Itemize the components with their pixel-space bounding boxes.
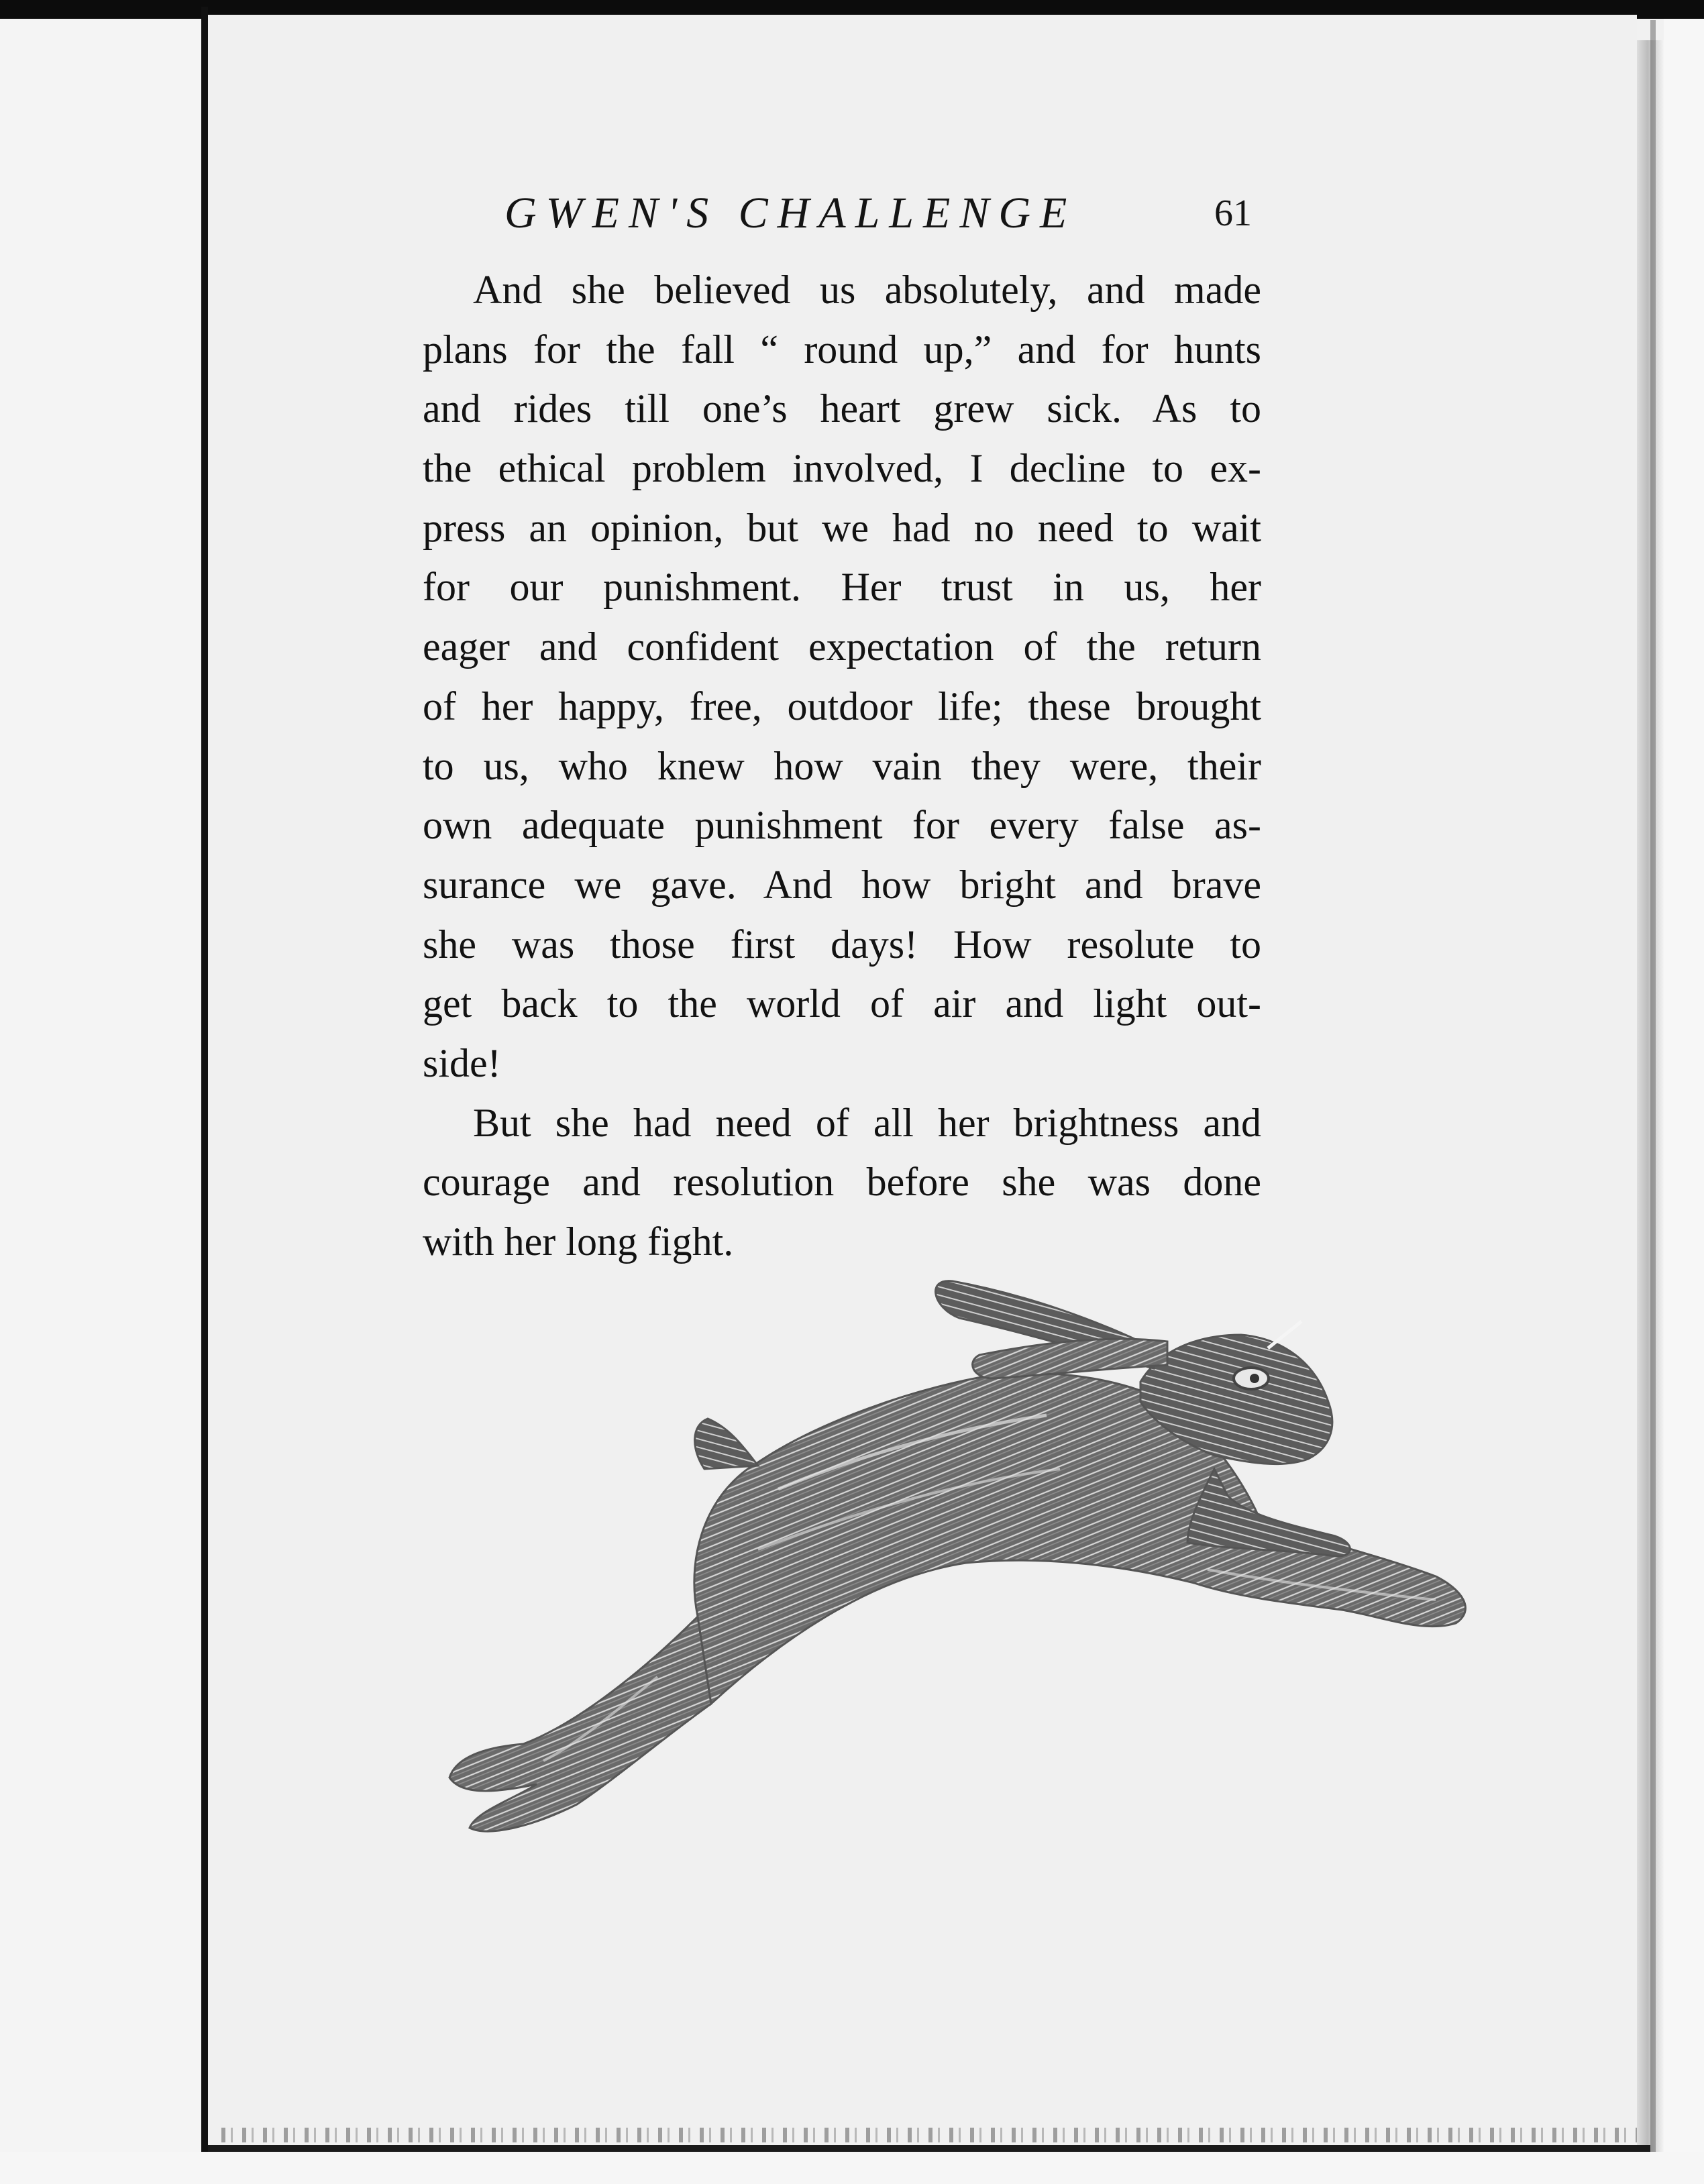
- hare-tail: [695, 1419, 758, 1469]
- text-line: she was those first days! How resolute to: [423, 922, 1261, 967]
- text-line: surance we gave. And how bright and brave: [423, 862, 1261, 907]
- text-line: the ethical problem involved, I decline to ex-: [423, 446, 1261, 491]
- hare-front-leg: [1187, 1469, 1350, 1556]
- bottom-strip: [0, 2152, 1704, 2184]
- text-line: side!: [423, 1040, 501, 1085]
- text-line: courage and resolution before she was done: [423, 1160, 1261, 1205]
- text-line: press an opinion, but we had no need to wait: [423, 505, 1261, 550]
- text-line: get back to the world of air and light out-: [423, 981, 1261, 1026]
- hare-ear-front: [973, 1339, 1167, 1378]
- text-line: And she believed us absolutely, and made: [473, 268, 1261, 312]
- hare-hind-leg: [449, 1617, 711, 1831]
- bottom-speckle: [221, 2128, 1637, 2142]
- left-page-edge: [0, 19, 201, 2184]
- bottom-border: [208, 2145, 1650, 2152]
- running-head: GWEN'S CHALLENGE: [504, 188, 1077, 237]
- text-line: with her long fight.: [423, 1219, 734, 1264]
- right-margin: [1664, 19, 1704, 2184]
- page-number: 61: [1214, 193, 1252, 234]
- paragraph-2: [423, 1093, 1261, 1272]
- text-line: But she had need of all her brightness and: [473, 1100, 1261, 1145]
- body-text: [423, 260, 1261, 1272]
- text-line: to us, who knew how vain they were, their: [423, 743, 1261, 788]
- text-line: and rides till one’s heart grew sick. As to: [423, 386, 1261, 431]
- spine-line: [201, 7, 208, 2184]
- page-edge-line: [1650, 20, 1656, 2153]
- text-line: of her happy, free, outdoor life; these brought: [423, 684, 1261, 728]
- text-line: for our punishment. Her trust in us, her: [423, 565, 1261, 610]
- paragraph-1: [423, 260, 1261, 1093]
- hare-illustration: [443, 1268, 1489, 1871]
- text-line: plans for the fall “ round up,” and for hunts: [423, 327, 1261, 372]
- hare-body: [694, 1373, 1466, 1704]
- text-line: own adequate punishment for every false as-: [423, 803, 1261, 848]
- text-line: eager and confident expectation of the return: [423, 624, 1261, 669]
